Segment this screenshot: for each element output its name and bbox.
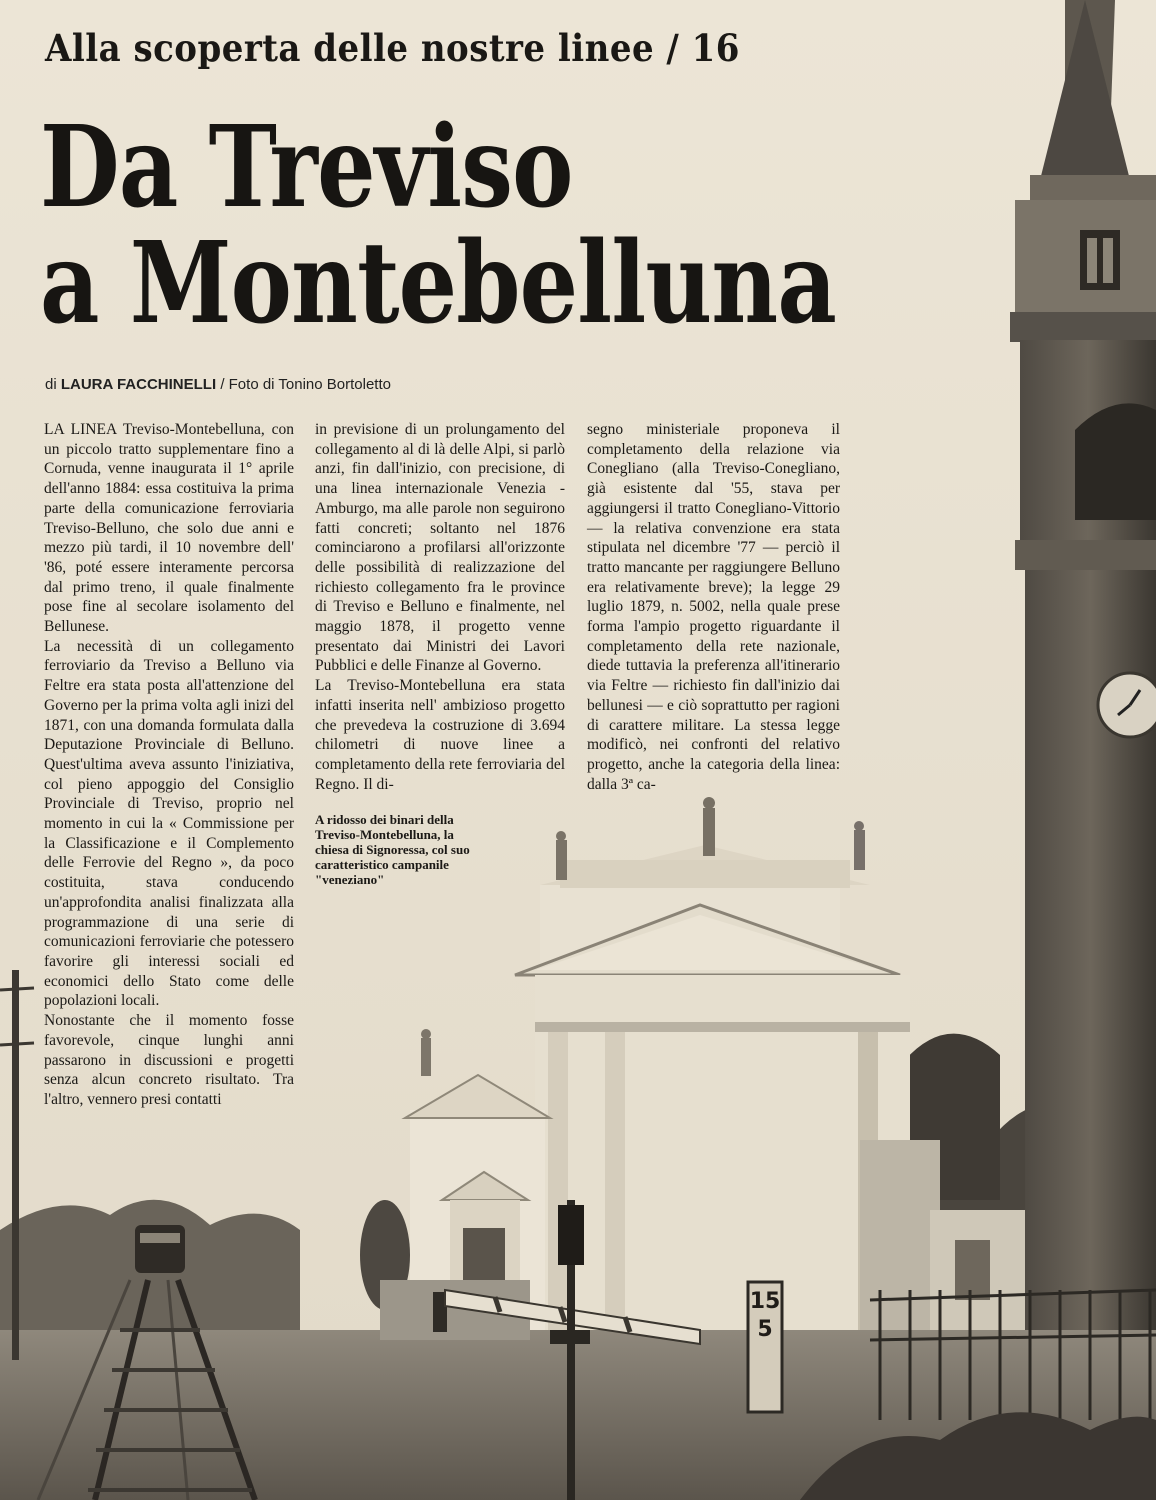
series-kicker: Alla scoperta delle nostre linee / 16 — [45, 26, 740, 70]
railcar — [135, 1225, 185, 1273]
headline-line-2: a Montebelluna — [40, 218, 837, 349]
article-column-1 — [44, 420, 294, 1110]
paragraph: La necessità di un collegamento ferroviario da Treviso a Belluno via Feltre era stata posta all'attenzione del Governo per la prima volta agli inizi del 1871, con una domanda formulata dalla Deputazione Provinciale di Belluno. Quest'ultima aveva assunto l'iniziativa, col pieno appoggio del Consiglio Provinciale di Treviso, proprio nel momento in cui la « Commissione per la Classificazione e il Complemento delle Ferrovie del Regno », da poco costituita, stava conducendo un'approfondita analisi finalizzata alla programmazione di una serie di comunicazioni ferroviarie che potessero favorire gli interessi sociali ed economici dello Stato come delle popolazioni locali. — [44, 637, 294, 1010]
headline-line-1: Da Treviso — [40, 102, 573, 233]
bell-tower — [1010, 0, 1156, 1350]
article-column-3 — [587, 420, 840, 794]
paragraph: La Treviso-Montebelluna era stata infatti inserita nell' ambizioso progetto che prevedeva la costruzione di 3.694 chilometri di nuove linee a completamento della rete ferroviaria del Regno. Il di- — [315, 677, 565, 793]
article-column-2 — [315, 420, 565, 794]
photo-caption: A ridosso dei binari della Treviso-Montebelluna, la chiesa di Signoressa, col suo caratteristico campanile "veneziano" — [315, 812, 470, 887]
kilometre-post-bottom: 5 — [757, 1317, 773, 1342]
byline — [45, 376, 391, 393]
byline-author: LAURA FACCHINELLI — [60, 376, 217, 393]
paragraph: in previsione di un prolungamento del collegamento al di là delle Alpi, si parlò anzi, fin dall'inizio, con precisione, di una linea internazionale Venezia - Amburgo, ma alle parole non seguirono fatti concreti; soltanto nel 1876 cominciarono a profilarsi all'orizzonte delle possibilità di realizzazione del richiesto collegamento fra le province di Treviso e Belluno e finalmente, nel maggio 1878, il progetto venne presentato dai Ministri dei Lavori Pubblici e delle Finanze al Governo. — [315, 421, 565, 675]
article-headline — [40, 102, 837, 349]
telegraph-pole — [12, 970, 19, 1360]
kilometre-post-top: 15 — [749, 1289, 781, 1314]
byline-prefix: di — [45, 376, 57, 393]
paragraph: Nonostante che il momento fosse favorevole, cinque lunghi anni passarono in discussioni e progetti senza alcun concreto risultato. Tra l'altro, vennero presi contatti — [44, 1012, 294, 1108]
byline-photo-credit: / Foto di Tonino Bortoletto — [220, 376, 391, 393]
kilometre-post — [748, 1282, 782, 1412]
paragraph: segno ministeriale proponeva il completamento della relazione via Conegliano (alla Treviso-Conegliano, già esistente dal '55, stava per aggiungersi il tratto Conegliano-Vittorio — la relativa convenzione era stata stipulata nel dicembre '77 — perciò il tratto mancante per raggiungere Belluno era relativamente breve); la legge 29 luglio 1879, n. 5002, nella quale prese forma l'ampio progetto riguardante il completamento della rete nazionale, diede tuttavia la preferenza all'itinerario via Feltre — richiesto fin dall'inizio dai bellunesi — e ciò soprattutto per ragioni di carattere militare. La stessa legge modificò, nei confronti del relativo progetto, anche la categoria della linea: dalla 3ª ca- — [587, 421, 840, 793]
paragraph: LA LINEA Treviso-Montebelluna, con un piccolo tratto supplementare fino a Cornuda, venne inaugurata il 1° aprile dell'anno 1884: essa costituiva la prima parte della comunicazione ferroviaria Treviso-Belluno, che solo due anni e mezzo più tardi, il 10 novembre dell' '86, poté essere interamente percorsa dal primo treno, il quale finalmente pose fine al secolare isolamento del Bellunese. — [44, 421, 294, 636]
